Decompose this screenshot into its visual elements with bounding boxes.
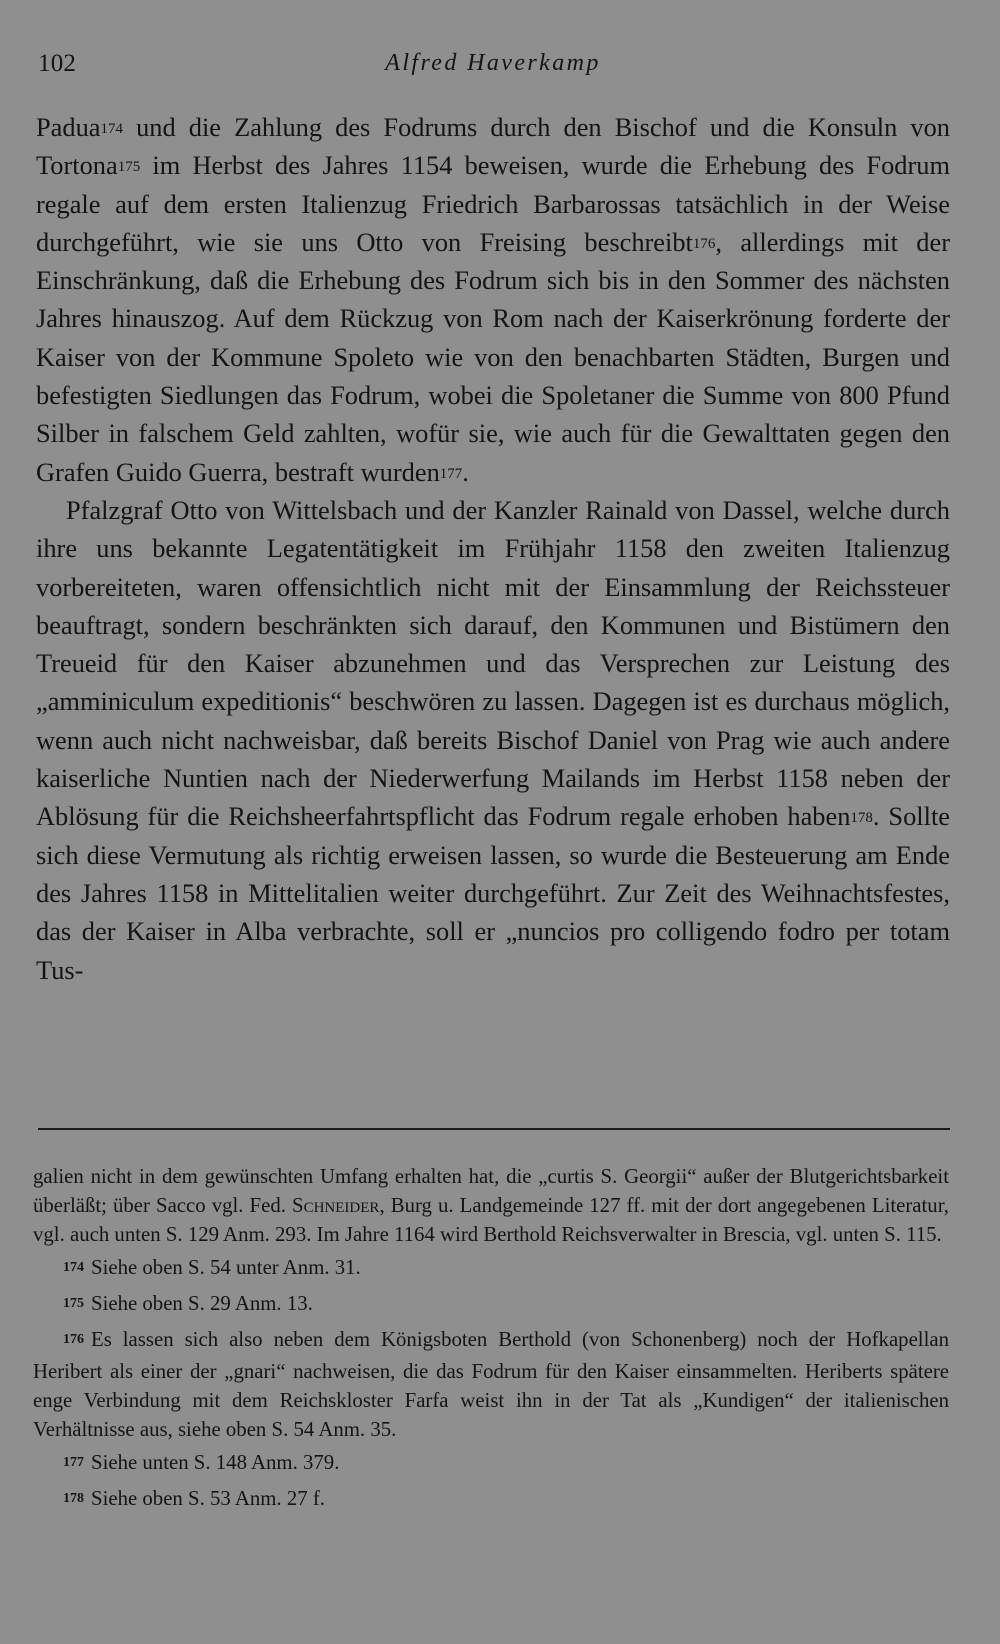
running-head-author: Alfred Haverkamp (385, 50, 601, 76)
footnote-number: 175 (63, 1296, 84, 1311)
text-segment: und die Zahlung des Fodrums durch den Bischof und die Konsuln von Tortona (36, 112, 950, 181)
footnote-ref-174[interactable]: 174 (100, 121, 123, 137)
footnote-text: Siehe oben S. 54 unter Anm. 31. (91, 1256, 361, 1279)
page-number: 102 (38, 50, 77, 77)
footnote-174 (33, 1253, 949, 1285)
footnote-ref-178[interactable]: 178 (850, 810, 873, 827)
text-segment: , Burg u. Landgemeinde 127 ff. mit der dort angegebenen Literatur, vgl. auch unten S. 129 Anm. 293. Im Jahre 1164 wird Berthold Reichsverwalter in Brescia, vgl. unten S. 115. (33, 1194, 949, 1246)
footnote-177 (33, 1448, 949, 1480)
footnote-text: Es lassen sich also neben dem Königsboten Berthold (von Schonenberg) noch der Hofkapellan Heribert als einer der „gnari“ nachweisen, die das Fodrum für den Kaiser einsammelten. Heriberts spätere enge Verbindung mit dem Reichskloster Farfa weist ihn in der Tat als „Kundigen“ der italienischen Verhältnisse aus, siehe oben S. 54 Anm. 35. (33, 1328, 949, 1441)
footnote-text: Siehe oben S. 53 Anm. 27 f. (91, 1487, 325, 1510)
footnote-number: 176 (63, 1332, 84, 1347)
text-segment: Pfalzgraf Otto von Wittelsbach und der Kanzler Rainald von Dassel, welche durch ihre uns bekannte Legatentätigkeit im Frühjahr 1158 den zweiten Italienzug vorbereiteten, waren offensichtlich nicht mit der Einsammlung der Reichssteuer beauftragt, sondern beschränkten sich darauf, den Kommunen und Bistümern den Treueid für den Kaiser abzunehmen und das Versprechen zur Leistung des „amminiculum expeditionis“ beschwören zu lassen. Dagegen ist es durchaus möglich, wenn auch nicht nachweisbar, daß bereits Bischof Daniel von Prag wie auch andere kaiserliche Nuntien nach der Niederwerfung Mailands im Herbst 1158 neben der Ablösung für die Reichsheerfahrtspflicht das Fodrum regale erhoben haben (36, 494, 950, 832)
text-segment: . (462, 456, 469, 487)
footnote-ref-175[interactable]: 175 (117, 159, 141, 176)
footnote-text: Siehe oben S. 29 Anm. 13. (91, 1292, 313, 1315)
text-segment: . Sollte sich diese Vermutung als richtig erweisen lassen, so wurde die Besteuerung am Ende des Jahres 1158 in Mittelitalien weiter durchgeführt. Zur Zeit des Weihnachtsfestes, das der Kaiser in Alba verbrachte, soll er „nuncios pro colligendo fodro per totam Tus- (36, 801, 951, 985)
footnote-number: 178 (63, 1491, 84, 1506)
cited-author: Schneider (292, 1194, 380, 1217)
footnotes-section (33, 1162, 949, 1516)
footnote-number: 174 (63, 1260, 84, 1275)
footnote-178 (33, 1484, 949, 1516)
main-text (36, 108, 950, 989)
footnote-text: Siehe unten S. 148 Anm. 379. (91, 1451, 340, 1474)
footnote-divider (38, 1128, 950, 1130)
paragraph-2 (36, 491, 950, 989)
footnote-175 (33, 1289, 949, 1321)
paragraph-1 (36, 108, 950, 491)
page-header (38, 50, 948, 90)
text-segment: Padua (36, 112, 101, 142)
footnote-ref-177[interactable]: 177 (439, 465, 463, 482)
text-segment: , allerdings mit der Einschränkung, daß die Erhebung des Fodrum sich bis in den Sommer des nächsten Jahres hinauszog. Auf dem Rückzug von Rom nach der Kaiserkrönung forderte der Kaiser von der Kommune Spoleto wie von den benachbarten Städten, Burgen und befestigten Siedlungen das Fodrum, wobei die Spoletaner die Summe von 800 Pfund Silber in falschem Geld zahlten, wofür sie, wie auch für die Gewalttaten gegen den Grafen Guido Guerra, bestraft wurden (36, 226, 950, 487)
text-segment: galien nicht in dem gewünschten Umfang erhalten hat, die „curtis S. Georgii“ außer der Blutgerichtsbarkeit überläßt; über Sacco vgl. Fed. (33, 1165, 949, 1217)
footnote-176 (33, 1325, 949, 1444)
text-segment: im Herbst des Jahres 1154 beweisen, wurde die Erhebung des Fodrum regale auf dem ersten Italienzug Friedrich Barbarossas tatsächlich in der Weise durchgeführt, wie sie uns Otto von Freising beschreibt (36, 150, 950, 257)
footnote-number: 177 (63, 1455, 84, 1470)
footnote-ref-176[interactable]: 176 (692, 235, 716, 252)
footnote-continued (33, 1162, 949, 1249)
